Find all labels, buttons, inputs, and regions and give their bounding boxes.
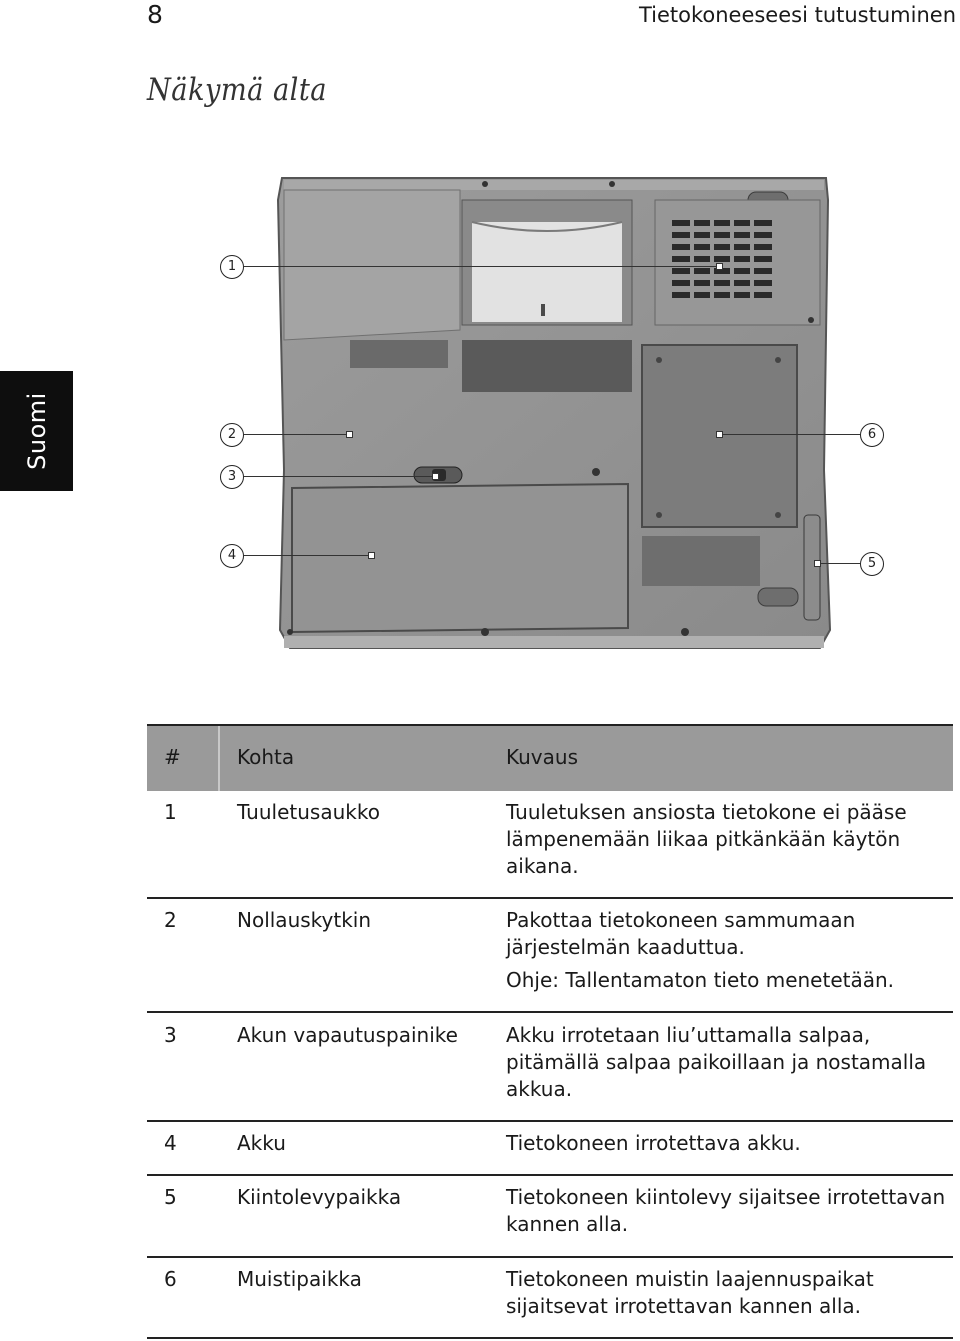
row-number: 1 bbox=[164, 800, 177, 824]
row-divider bbox=[147, 1011, 953, 1013]
row-divider bbox=[147, 1174, 953, 1176]
language-tab bbox=[0, 371, 73, 491]
header-description: Kuvaus bbox=[506, 745, 578, 769]
header-separator bbox=[218, 726, 220, 791]
row-note: Ohje: Tallentamaton tieto menetetään. bbox=[506, 968, 895, 992]
row-item: Muistipaikka bbox=[237, 1267, 362, 1291]
callout-5-leader bbox=[818, 563, 860, 564]
page-number: 8 bbox=[147, 0, 163, 29]
callout-3-leader bbox=[244, 476, 432, 477]
row-description bbox=[506, 799, 951, 880]
callout-2-target bbox=[346, 431, 353, 438]
callout-3-target bbox=[432, 473, 439, 480]
callout-3: 3 bbox=[220, 465, 244, 489]
row-number: 6 bbox=[164, 1267, 177, 1291]
laptop-bottom-illustration bbox=[200, 170, 900, 660]
callout-6: 6 bbox=[860, 423, 884, 447]
row-description-text: Tietokoneen kiintolevy sijaitsee irrotettavan kannen alla. bbox=[506, 1185, 946, 1236]
row-item: Tuuletusaukko bbox=[237, 800, 380, 824]
row-description bbox=[506, 907, 951, 994]
callout-6-target bbox=[716, 431, 723, 438]
section-title: Näkymä alta bbox=[147, 72, 327, 108]
row-divider bbox=[147, 897, 953, 899]
chapter-title: Tietokoneeseesi tutustuminen bbox=[638, 3, 956, 27]
callout-1-leader bbox=[244, 266, 718, 267]
row-number: 3 bbox=[164, 1023, 177, 1047]
callout-5-target bbox=[814, 560, 821, 567]
callout-4-target bbox=[368, 552, 375, 559]
callout-1: 1 bbox=[220, 255, 244, 279]
row-number: 5 bbox=[164, 1185, 177, 1209]
row-item: Akun vapautuspainike bbox=[237, 1023, 458, 1047]
row-divider bbox=[147, 1337, 953, 1339]
row-description bbox=[506, 1022, 951, 1103]
language-tab-label: Suomi bbox=[22, 392, 51, 470]
row-number: 2 bbox=[164, 908, 177, 932]
row-item: Akku bbox=[237, 1131, 286, 1155]
table-header bbox=[147, 724, 953, 791]
row-description-text: Akku irrotetaan liu’uttamalla salpaa, pitämällä salpaa paikoillaan ja nostamalla akkua. bbox=[506, 1023, 927, 1101]
callout-2-leader bbox=[244, 434, 346, 435]
callout-5: 5 bbox=[860, 552, 884, 576]
callout-6-leader bbox=[720, 434, 860, 435]
callout-4: 4 bbox=[220, 544, 244, 568]
callout-2: 2 bbox=[220, 423, 244, 447]
laptop-bottom-figure bbox=[200, 170, 900, 660]
row-divider bbox=[147, 1120, 953, 1122]
row-description-text: Tietokoneen irrotettava akku. bbox=[506, 1131, 801, 1155]
row-description bbox=[506, 1130, 951, 1157]
row-divider bbox=[147, 1256, 953, 1258]
row-description-text: Tietokoneen muistin laajennuspaikat sijaitsevat irrotettavan kannen alla. bbox=[506, 1267, 874, 1318]
header-number: # bbox=[164, 745, 181, 769]
row-description-text: Pakottaa tietokoneen sammumaan järjestelmän kaaduttua. bbox=[506, 908, 856, 959]
row-item: Nollauskytkin bbox=[237, 908, 372, 932]
callout-1-target bbox=[716, 263, 723, 270]
header-item: Kohta bbox=[237, 745, 295, 769]
row-item: Kiintolevypaikka bbox=[237, 1185, 402, 1209]
row-number: 4 bbox=[164, 1131, 177, 1155]
row-description bbox=[506, 1184, 951, 1238]
row-description-text: Tuuletuksen ansiosta tietokone ei pääse lämpenemään liikaa pitkänkään käytön aikana. bbox=[506, 800, 907, 878]
row-description bbox=[506, 1266, 951, 1320]
callout-4-leader bbox=[244, 555, 368, 556]
